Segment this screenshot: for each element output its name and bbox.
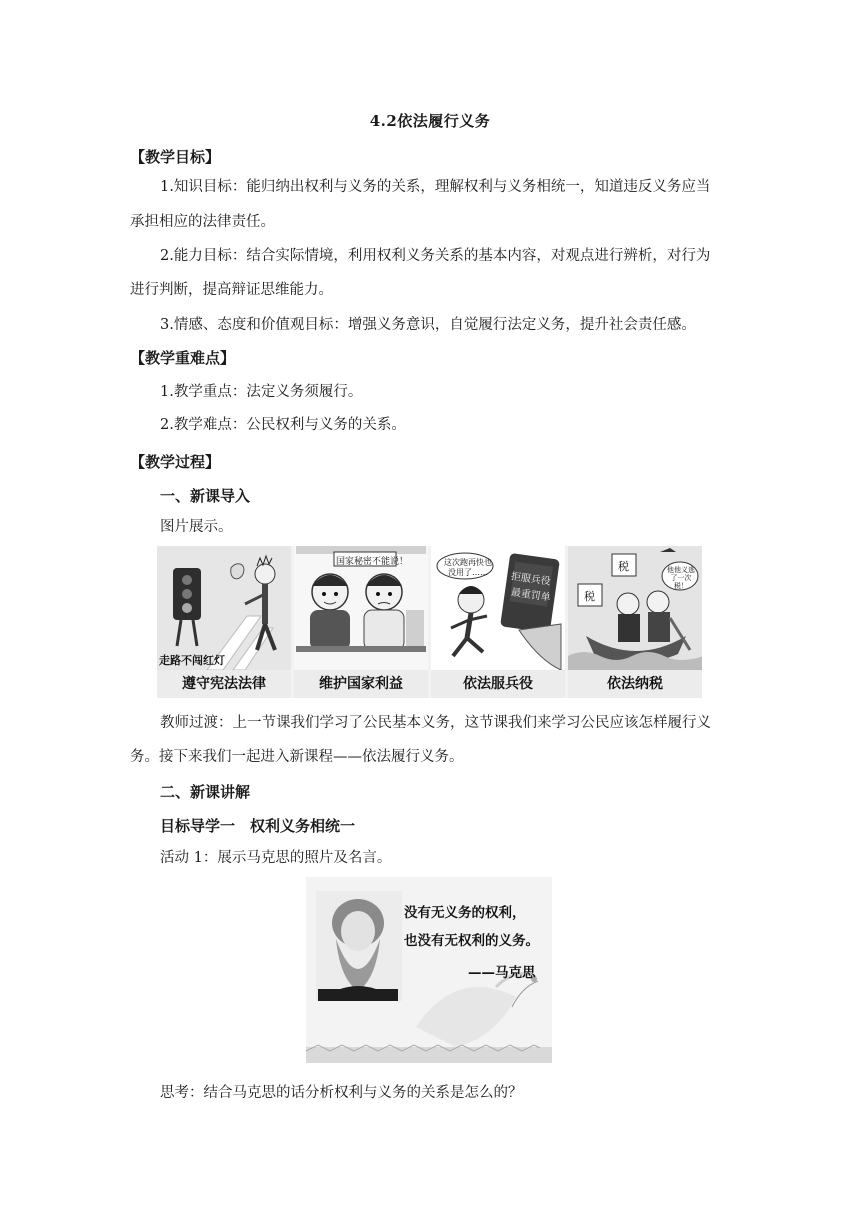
caption-state-interest: 维护国家利益 <box>294 670 428 698</box>
section-heading-keys: 【教学重难点】 <box>130 349 236 367</box>
cartoon-panel-military <box>431 546 565 698</box>
transition-line-2: 务。接下来我们一起进入新课程——依法履行义务。 <box>130 749 464 765</box>
caption-tax: 依法纳税 <box>568 670 702 698</box>
goal-2-line-2: 进行判断，提高辩证思维能力。 <box>130 282 333 298</box>
marx-quote-image <box>306 877 552 1063</box>
think-question: 思考：结合马克思的话分析权利与义务的关系是怎么的？ <box>160 1085 523 1101</box>
section-heading-process: 【教学过程】 <box>130 453 221 471</box>
goal-3: 3.情感、态度和价值观目标：增强义务意识，自觉履行法定义务，提升社会责任感。 <box>160 317 696 333</box>
transition-line-1: 教师过渡：上一节课我们学习了公民基本义务，这节课我们来学习公民应该怎样履行义 <box>160 715 711 731</box>
run-bubble-text: 这次跑再快也没用了…… <box>444 558 492 577</box>
activity-1-text: 活动 1：展示马克思的照片及名言。 <box>160 850 392 866</box>
key-point-2: 2.教学难点：公民权利与义务的关系。 <box>160 417 406 433</box>
marx-quote-line-2: 也没有无权利的义务。 <box>404 933 539 949</box>
tax-boat-cartoon-icon <box>568 546 702 670</box>
tax-sign-top: 税 <box>618 560 629 573</box>
caption-law: 遵守宪法法律 <box>157 670 291 698</box>
key-point-1: 1.教学重点：法定义务须履行。 <box>160 384 363 400</box>
heavy-fine-text: 最重罚单 <box>510 587 552 604</box>
red-light-sign-text: 走路不闯红灯 <box>159 654 225 667</box>
picture-intro: 图片展示。 <box>160 519 233 535</box>
cartoon-panel-tax <box>568 546 702 698</box>
part-1-heading: 一、新课导入 <box>160 487 251 505</box>
refuse-service-text: 拒服兵役 <box>510 571 552 588</box>
goal-2-line-1: 2.能力目标：结合实际情境，利用权利义务关系的基本内容，对观点进行辨析，对行为 <box>160 248 711 264</box>
cartoon-panel-law <box>157 546 291 698</box>
goal-1-line-2: 承担相应的法律责任。 <box>130 214 275 230</box>
caption-military: 依法服兵役 <box>431 670 565 698</box>
section-heading-goals: 【教学目标】 <box>130 148 221 166</box>
cartoon-panel-state-interest <box>294 546 428 698</box>
goal-1-line-1: 1.知识目标：能归纳出权利与义务的关系，理解权利与义务相统一，知道违反义务应当 <box>160 179 711 195</box>
marx-quote-line-1: 没有无义务的权利， <box>404 905 526 921</box>
part-2-heading: 二、新课讲解 <box>160 783 251 801</box>
page-title: 4.2依法履行义务 <box>369 112 491 130</box>
marx-attribution: ——马克思 <box>468 965 536 981</box>
target-1-heading: 目标导学一 权利义务相统一 <box>160 817 356 835</box>
tax-sign-left: 税 <box>584 590 595 603</box>
duty-cartoon-strip <box>157 546 701 698</box>
secret-sign-text: 国家秘密不能说！ <box>336 557 409 567</box>
tax-bubble-text: 他他义逃了一次税！ <box>667 566 695 590</box>
